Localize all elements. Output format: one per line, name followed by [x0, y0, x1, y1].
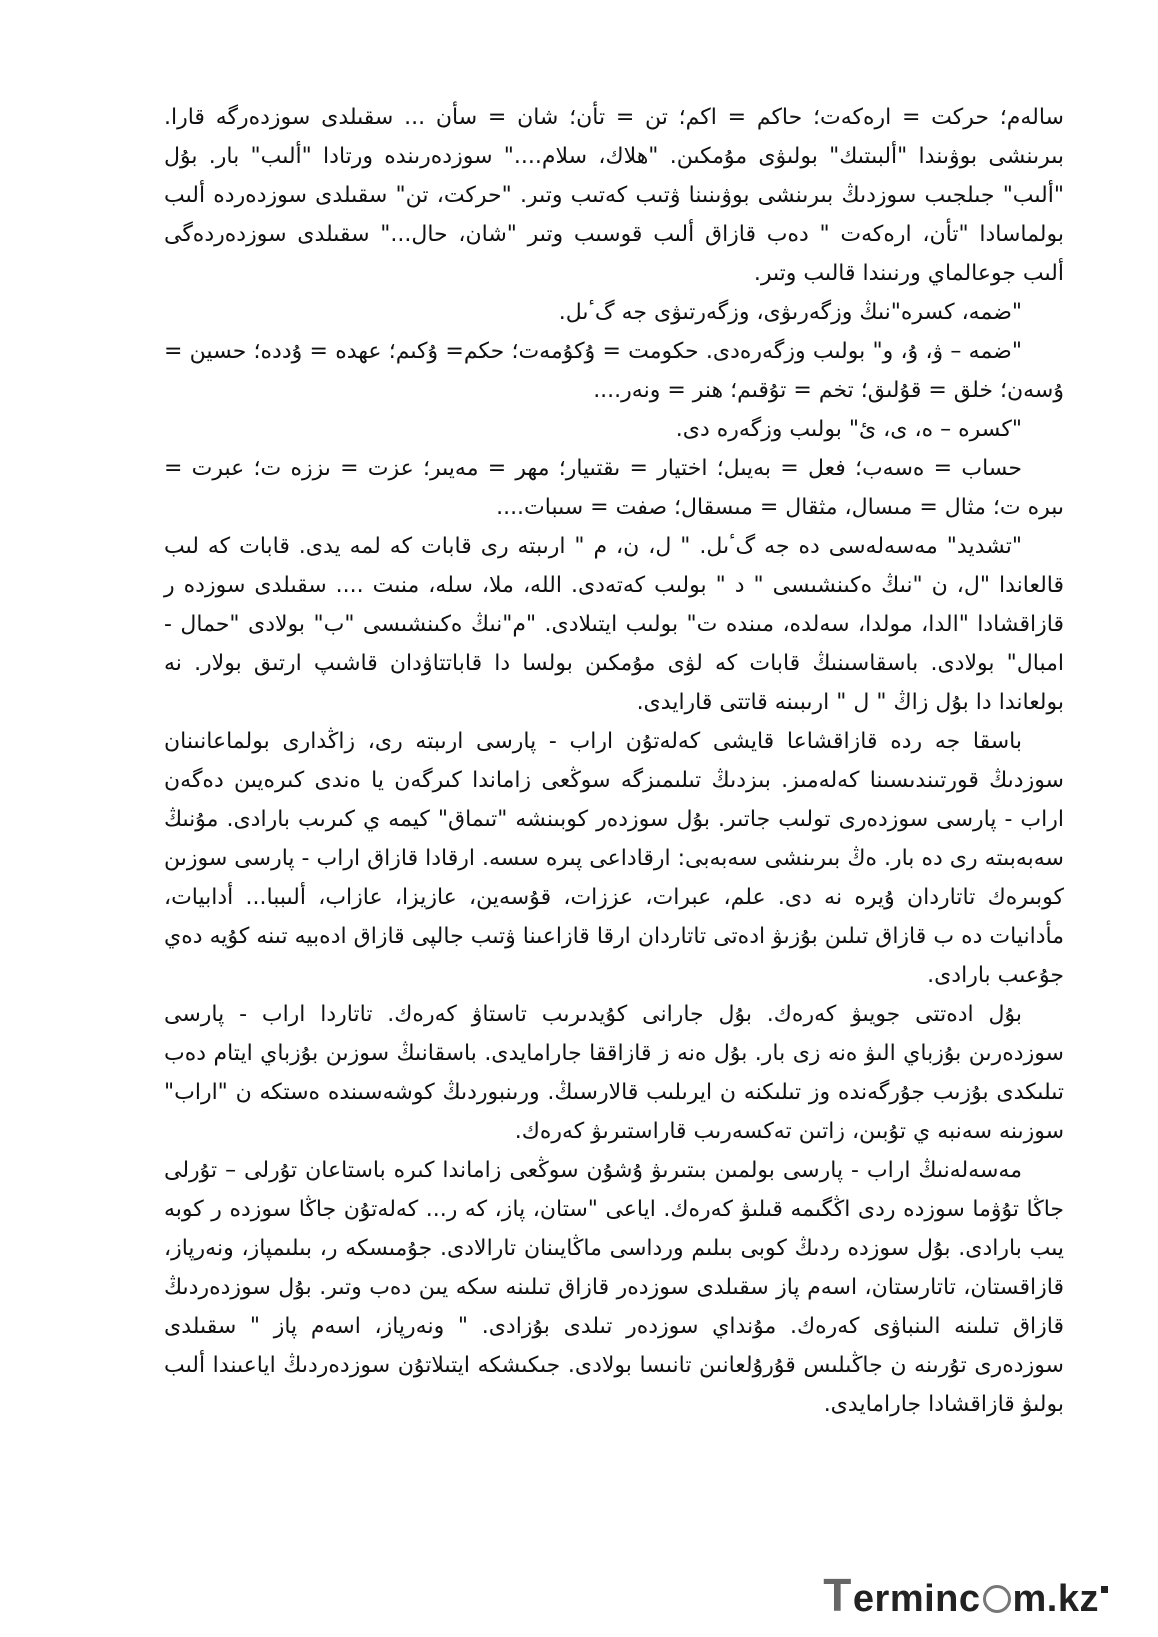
- paragraph-7: باسقا جە ردە قازاقشاعا قايشى كەلەتۇن اراب - پارسى ارىبتە رى، زاڭدارى بولماعانىنان سوزدىڭ قورتىندىسىنا كەلەمىز. بىزدىڭ تىلىمىزگە سوڭعى زاماندا كىرگەن يا ەندى كىرەيىن دەگەن اراب - پارسى سوزدەرى تولىب جاتىر. بۇل سوزدەر كوبىنشە "تىماق" كيمە ي كىرىب بارادى. مۇنىڭ سەبەبىتە رى دە بار. ەڭ بىرىنشى سەبەبى: ارقاداعى پىرە سسە. ارقادا قازاق اراب - پارسى سوزىن كوبىرەك تاتاردان ۇيرە نە دى. علم، عبرات، عززات، قۇسەين، عازيزا، عازاب، ألىببا... أدابيات، مأدانيات دە ب قازاق تىلىن بۇزىۋ ادەتى تاتاردان ارقا قازاعىنا ۋتىب جالپى قازاق ادەبيە تىنە كۇيە دەي جۇعىب بارادى.: [164, 729, 1064, 988]
- paragraph-6: "تشديد" مەسەلەسى دە جە گٴىل. " ل، ن، م " ارىبتە رى قابات كە لمە يدى. قابات كە لىب قالعاندا "ل، ن "نىڭ ەكىنشىسى " د " بولىب كەتەدى. الله، ملا، سلە، منىت .... سقىلدى سوزدە ر قازاقشادا "الدا، مولدا، سەلدە، مىندە ت" بولىب ايتىلادى. "م"نىڭ ەكىنشىسى "ب" بولادى "حمال - امبال" بولادى. باسقاسىنىڭ قابات كە لۋى مۇمكىن بولسا دا قاباتتاۋدان قاشىپ ارتىق بولار. نە بولعاندا دا بۇل زاڭ " ل " ارىبىنە قاتتى قارايدى.: [164, 534, 1064, 715]
- logo-text-middle: erminc: [852, 1578, 981, 1620]
- logo-t-letter: T: [823, 1569, 852, 1621]
- logo-text-end: m.kz: [1012, 1578, 1099, 1620]
- paragraph-8: بۇل ادەتتى جويىۋ كەرەك. بۇل جارانى كۇيدىرىب تاستاۋ كەرەك. تاتاردا اراب - پارسى سوزدەرىن بۇزباي الىۋ ەنە زى بار. بۇل ەنە ز قازاققا جارامايدى. باسقانىڭ سوزىن بۇزباي ايتام دەب تىلىكدى بۇزىب جۇرگەندە وز تىلىكنە ن ايرىلىب قالارسىڭ. ورىنبوردىڭ كوشەسىندە ەستكە ن "اراب" سوزىنە سەنبە ي تۇبىن، زاتىن تەكسەرىب قاراستىرىۋ كەرەك.: [164, 1002, 1064, 1144]
- paragraph-5: حساب = ەسەب؛ فعل = بەيىل؛ اختيار = ىقتىيار؛ مهر = مەيىر؛ عزت = ىززە ت؛ عبرت = ىبرە ت؛ مثال = مىسال، مثقال = مىسقال؛ صفت = سىبات....: [164, 456, 1064, 520]
- logo-ring-icon: [983, 1585, 1011, 1613]
- termincom-logo: [823, 1568, 1108, 1622]
- paragraph-4: "كسرە – ە، ى، ئ" بولىب وزگەرە دى.: [675, 417, 1022, 442]
- paragraph-2: "ضمە، كسرە"نىڭ وزگەرىۋى، وزگەرتىۋى جە گٴىل.: [558, 300, 1022, 325]
- document-body: [164, 98, 1064, 1424]
- paragraph-9: مەسەلەنىڭ اراب - پارسى بولمىن بىتىرىۋ ۇشۇن سوڭعى زاماندا كىرە باستاعان تۇرلى – تۇرلى جاڭا تۇۋما سوزدە ردى اڭگىمە قىلىۋ كەرەك. اياعى "ستان، پاز، كە ر... كەلەتۇن جاڭا سوزدە ر كوبە يىب بارادى. بۇل سوزدە ردىڭ كوبى بىلىم ورداسى ماڭايىنان تارالادى. جۇمىسكە ر، بىلىمپاز، ونەرپاز، قازاقستان، تاتارستان، اسەم پاز سقىلدى سوزدەر قازاق تىلىنە سكە يىن دەب وتىر. بۇل سوزدەردىڭ قازاق تىلىنە الىنباۋى كەرەك. مۇنداي سوزدەر تىلدى بۇزادى. " ونەرپاز، اسەم پاز " سقىلدى سوزدەرى تۇرىنە ن جاڭىلىس قۇرۇلعانىن تانىسا بولادى. جىكىشكە ايتىلاتۇن سوزدەردىڭ اياعىندا ألىب بولىۋ قازاقشادا جارامايدى.: [164, 1158, 1064, 1417]
- paragraph-3: "ضمە – ۋ، ۇ، و" بولىب وزگەرەدى. حكومت = ۇكۇمەت؛ حكم= ۇكىم؛ عهدە = ۇددە؛ حسين = ۇسەن؛ خلق = قۇلىق؛ تخم = تۇقىم؛ هنر = ونەر....: [164, 339, 1064, 403]
- logo-square-icon: [1101, 1586, 1108, 1593]
- paragraph-1: سالەم؛ حركت = ارەكەت؛ حاكم = اكم؛ تن = تأن؛ شان = سأن ... سقىلدى سوزدەرگە قارا. بىرىنشى بوۋىندا "ألبىتىك" بولىۋى مۇمكىن. "ھلاك، سلام...." سوزدەرىندە ورتادا "ألىب" بار. بۇل "ألىب" جىلجىب سوزدىڭ بىرىنشى بوۋىنىنا ۋتىب كەتىب وتىر. "حركت، تن" سقىلدى سوزدەردە ألىب بولماسادا "تأن، ارەكەت " دەب قازاق ألىب قوسىب وتىر "شان، حال..." سقىلدى سوزدەردەگى ألىب جوعالماي ورنىندا قالىب وتىر.: [164, 105, 1064, 286]
